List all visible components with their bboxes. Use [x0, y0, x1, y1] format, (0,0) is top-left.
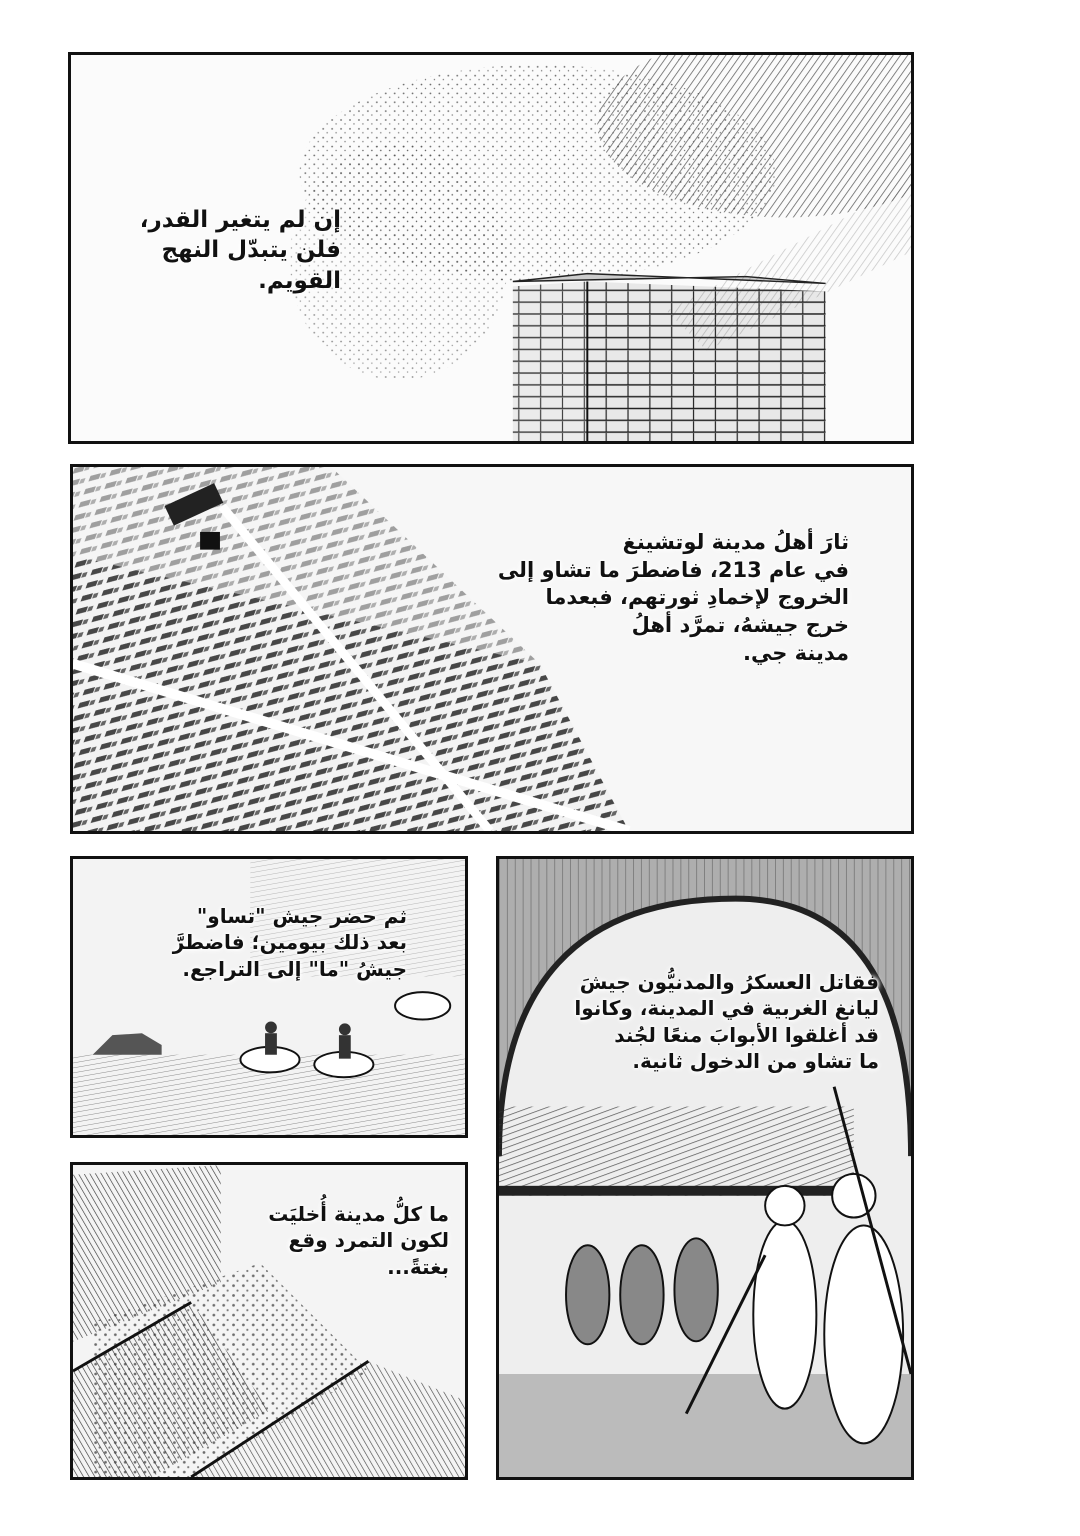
panel-1 [68, 52, 914, 444]
caption-line: ليانغ الغربية في المدينة، وكانوا [574, 996, 879, 1021]
caption-line: فلن يتبدّل النهج [161, 237, 341, 264]
caption-line: قد أغلقوا الأبوابَ منعًا لجُند [614, 1022, 879, 1047]
panel-2 [70, 464, 914, 834]
caption-line: القويم. [258, 267, 341, 294]
caption-4 [574, 969, 879, 1075]
caption-line: ثارَ أهلُ مدينة لوتشينغ [622, 530, 849, 554]
caption-line: ما تشاو من الدخول ثانية. [632, 1049, 879, 1074]
caption-line: ما كلُّ مدينة أُخليَت [268, 1202, 449, 1226]
caption-line: لكون التمرد وقع [288, 1228, 449, 1253]
caption-line: ثم حضر جيش "تساو" [196, 904, 407, 928]
caption-3 [173, 903, 407, 982]
caption-line: الخروج لإخمادِ ثورتهم، فبعدما [545, 585, 849, 610]
caption-line: في عام 213، فاضطرَ ما تشاو إلى [497, 557, 849, 582]
caption-line: خرج جيشهُ، تمرَّد أهلُ [631, 613, 849, 638]
caption-line: بعد ذلك بيومين؛ فاضطرَّ [172, 930, 407, 955]
gate-soldiers-illustration [499, 859, 911, 1477]
caption-line: جيشُ "ما" إلى التراجع. [182, 956, 407, 981]
caption-2 [498, 529, 849, 668]
panel-3 [70, 856, 468, 1138]
caption-line: فقاتل العسكرُ والمدنيُّون جيشَ [579, 970, 879, 994]
caption-1 [140, 205, 341, 296]
caption-line: إن لم يتغير القدر، [139, 207, 341, 233]
riders-illustration [73, 859, 465, 1135]
caption-line: مدينة جي. [743, 640, 849, 665]
caption-line: بغتةً... [387, 1254, 449, 1279]
panel-5 [70, 1162, 468, 1480]
caption-5 [268, 1201, 449, 1280]
panel-4 [496, 856, 914, 1480]
